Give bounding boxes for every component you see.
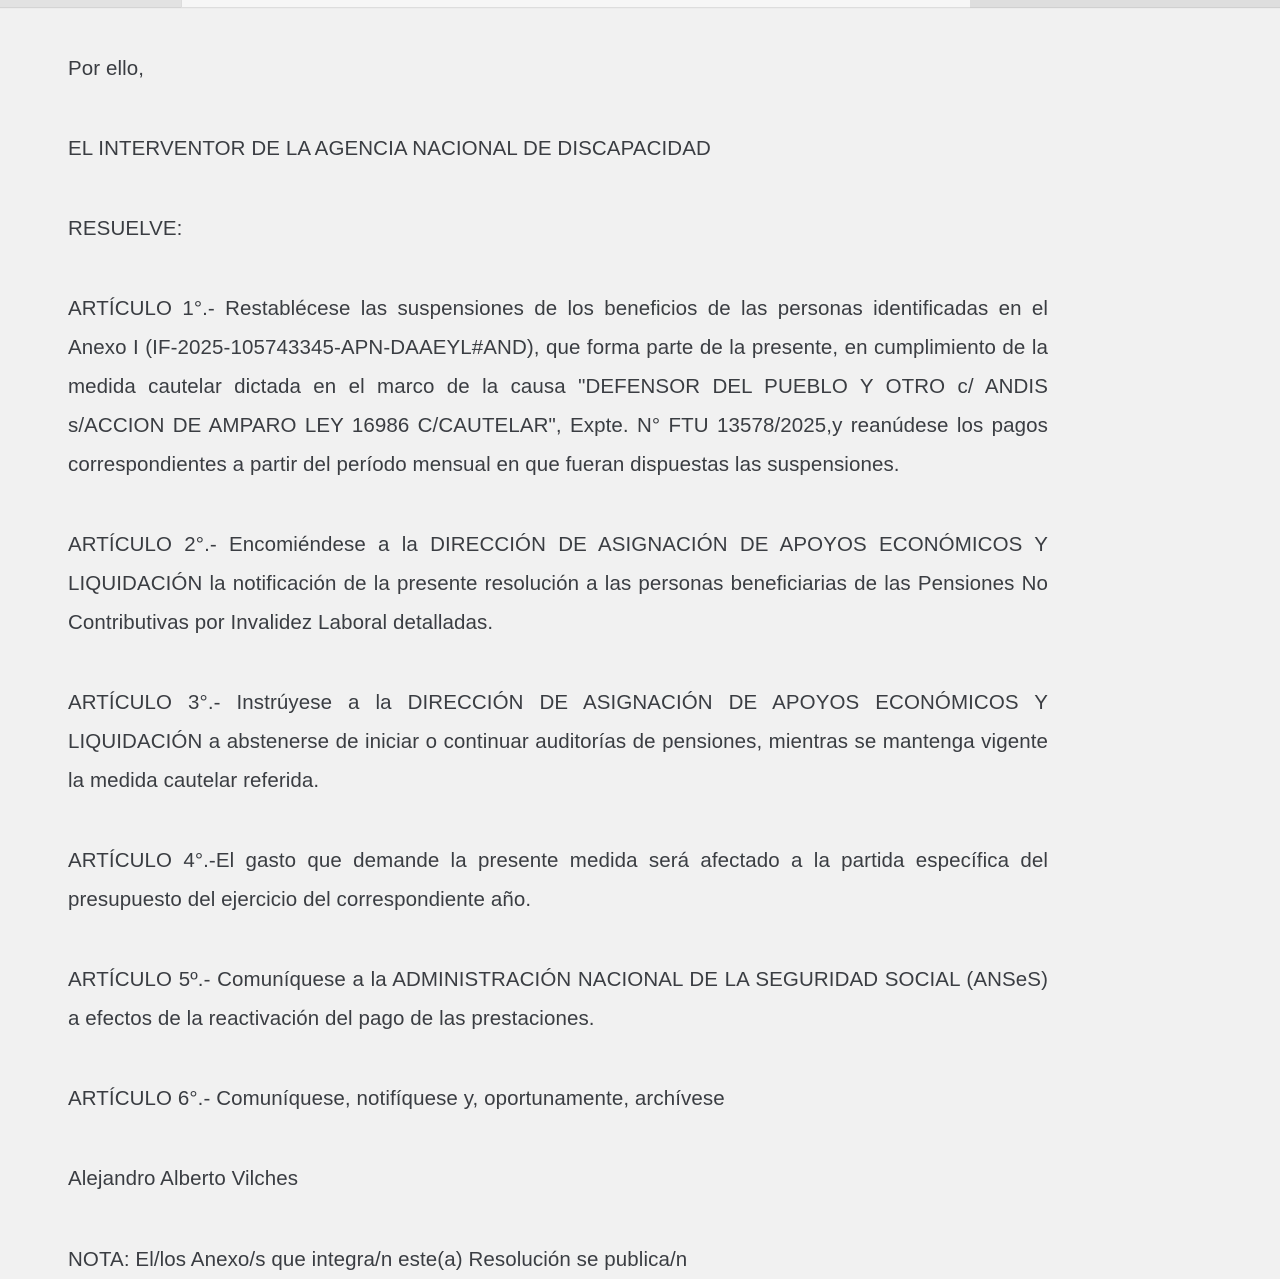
- articulo-3-paragraph: ARTÍCULO 3°.- Instrúyese a la DIRECCIÓN DE ASIGNACIÓN DE APOYOS ECONÓMICOS Y LIQUIDACIÓN a abstenerse de iniciar o continuar auditorías de pensiones, mientras se mantenga vigente la medida cautelar referida.: [68, 691, 1048, 792]
- document-page: [0, 9, 1280, 1271]
- por-ello-line: Por ello,: [68, 57, 145, 80]
- browser-chrome-strip: [0, 0, 1280, 9]
- signatory-name: Alejandro Alberto Vilches: [68, 1167, 299, 1190]
- articulo-5-paragraph: ARTÍCULO 5º.- Comuníquese a la ADMINISTRACIÓN NACIONAL DE LA SEGURIDAD SOCIAL (ANSeS) a efectos de la reactivación del pago de las prestaciones.: [68, 968, 1048, 1030]
- articulo-2-paragraph: ARTÍCULO 2°.- Encomiéndese a la DIRECCIÓN DE ASIGNACIÓN DE APOYOS ECONÓMICOS Y LIQUIDACIÓN la notificación de la presente resolución a las personas beneficiarias de las Pensiones No Contributivas por Invalidez Laboral detalladas.: [68, 533, 1048, 634]
- articulo-4-paragraph: ARTÍCULO 4°.-El gasto que demande la presente medida será afectado a la partida específica del presupuesto del ejercicio del correspondiente año.: [68, 849, 1048, 911]
- nota-footnote-clipped: NOTA: El/los Anexo/s que integra/n este(a) Resolución se publica/n: [68, 1248, 688, 1271]
- nota-footnote-clipped-wrapper: [68, 1243, 1048, 1271]
- chrome-tab-segment[interactable]: [181, 0, 970, 8]
- issuing-authority-heading: EL INTERVENTOR DE LA AGENCIA NACIONAL DE DISCAPACIDAD: [68, 137, 711, 160]
- articulo-1-paragraph: ARTÍCULO 1°.- Restablécese las suspensiones de los beneficios de las personas identificadas en el Anexo I (IF-2025-105743345-APN-DAAEYL#AND), que forma parte de la presente, en cumplimiento de la medida cautelar dictada en el marco de la causa "DEFENSOR DEL PUEBLO Y OTRO c/ ANDIS s/ACCION DE AMPARO LEY 16986 C/CAUTELAR", Expte. N° FTU 13578/2025,y reanúdese los pagos correspondientes a partir del período mensual en que fueran dispuestas las suspensiones.: [68, 297, 1048, 476]
- articulo-6-paragraph: ARTÍCULO 6°.- Comuníquese, notifíquese y, oportunamente, archívese: [68, 1087, 725, 1110]
- resuelve-heading: RESUELVE:: [68, 217, 183, 240]
- chrome-left-segment: [0, 0, 181, 8]
- chrome-right-segment: [970, 0, 1280, 8]
- document-text-column: [68, 9, 1048, 1198]
